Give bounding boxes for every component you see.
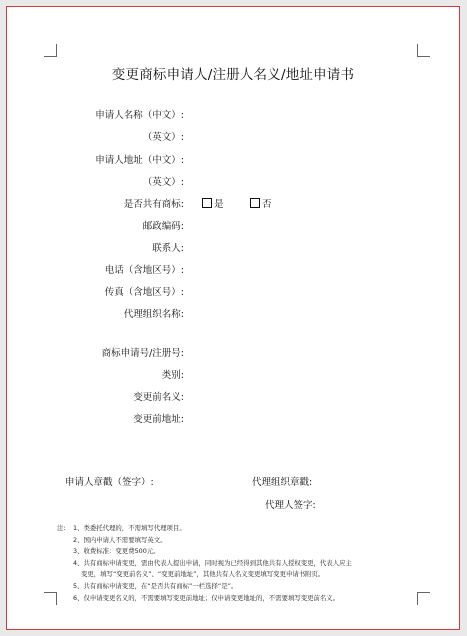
option-no[interactable]	[250, 196, 272, 210]
label-old-name: 变更前名义:	[133, 392, 184, 403]
label-applicant-seal: 申请人章戳（签字）:	[65, 477, 154, 488]
label-agency-name: 代理组织名称:	[123, 309, 184, 320]
crop-mark-top-right	[417, 44, 430, 57]
note-item: 3、收费标准：变更费500元。	[73, 547, 160, 556]
option-yes[interactable]	[202, 196, 224, 210]
checkbox-yes[interactable]	[202, 198, 212, 208]
crop-mark-top-left	[44, 44, 57, 57]
label-agency-seal: 代理组织章戳:	[252, 477, 313, 488]
label-applicant-name-en: （英文）:	[142, 132, 184, 143]
label-postal-code: 邮政编码:	[142, 221, 184, 232]
label-trademark-number: 商标申请号/注册号:	[101, 348, 184, 359]
crop-mark-bottom-left	[44, 592, 57, 605]
label-old-address: 变更前地址:	[133, 414, 184, 425]
crop-mark-bottom-right	[417, 592, 430, 605]
notes-heading: 注:	[57, 524, 66, 532]
label-fax: 传真（含地区号）:	[104, 287, 184, 298]
note-item: 1、类委托代理的，不需填写代理项目。	[73, 524, 186, 532]
checkbox-no[interactable]	[250, 198, 260, 208]
document-page	[6, 6, 460, 630]
label-contact-person: 联系人:	[152, 243, 184, 254]
option-no-label: 否	[262, 199, 272, 210]
label-phone: 电话（含地区号）:	[104, 265, 184, 276]
label-agent-signature: 代理人签字:	[265, 500, 316, 511]
note-item: 6、仅申请变更名义的，不需要填写变更前地址；仅申请变更地址的，不需要填写变更前名义。	[73, 593, 340, 602]
note-item-continuation: 变更，填写“变更前名义”、“变更前地址”，其他共有人名义变更填写变更申请书附页。	[81, 570, 325, 579]
option-yes-label: 是	[214, 199, 224, 210]
note-item: 5、共有商标申请变更，在“是否共有商标”一栏选择“是”。	[73, 581, 238, 590]
label-category: 类别:	[161, 370, 184, 381]
label-applicant-address-cn: 申请人地址（中文）:	[95, 155, 184, 166]
label-shared-trademark: 是否共有商标:	[123, 199, 184, 210]
note-item: 4、共有商标申请变更，需由代表人提出申请，同时视为已经得到其他共有人授权变更，代表人应主	[73, 558, 352, 567]
document-title: 变更商标申请人/注册人名义/地址申请书	[111, 67, 355, 83]
label-applicant-address-en: （英文）:	[142, 177, 184, 188]
label-applicant-name-cn: 申请人名称（中文）:	[95, 110, 184, 121]
note-item: 2、国内申请人不需要填写英文。	[73, 535, 167, 544]
notes-list	[73, 523, 418, 604]
